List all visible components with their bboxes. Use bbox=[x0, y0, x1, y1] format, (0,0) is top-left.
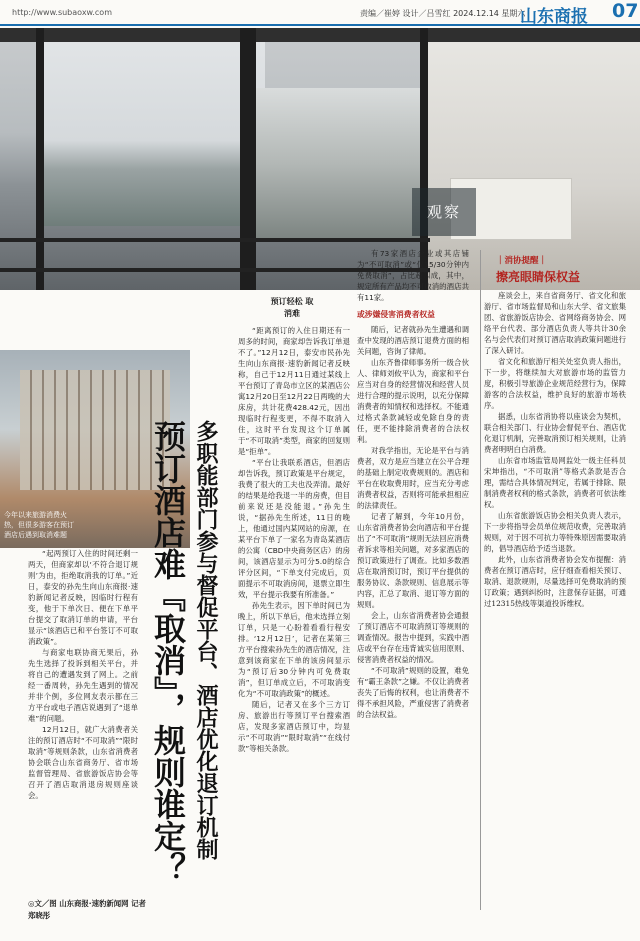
photo-sky bbox=[40, 36, 265, 226]
paper-name: 山东商报 bbox=[520, 7, 588, 27]
paragraph: 据悉，山东省消协将以座谈会为契机，联合相关部门、行业协会督促平台、酒店优化退订机制，完善取消预订相关规则，让消费者明明白白消费。 bbox=[484, 412, 626, 454]
masthead bbox=[0, 0, 640, 26]
paragraph: 随后，记者就孙先生遭遇和调查中发现的酒店预订退费方面的相关问题，咨询了律师。 bbox=[357, 325, 469, 356]
window-mullion bbox=[240, 28, 256, 290]
paragraph: 随后，记者又在多个三方订房、旅游出行等预订平台搜索酒店，发现多家酒店预订中，均显示“不可取消”“限时取消”“在线付款”等相关条款。 bbox=[238, 700, 350, 753]
photo-caption-left: 今年以来旅游消费火热，但很多游客在预订酒店后遇到取消难题 bbox=[4, 511, 74, 539]
paragraph: “距离预订的入住日期还有一周多的时间，商家却告诉我订单退不了。”12月12日，泰安市民孙先生向山东商报·速豹新闻记者反映称，自己于12月11日通过某线上平台预订了青岛市立区的某酒店公寓12月20日至12月22日两晚的大床房，共计花费428.42元，因出现临时行程变更，不得不取消入住，这时平台发现这个订单属于“不可取消”类型，商家的回复则是“拒单”。 bbox=[238, 326, 350, 456]
paragraph: “起两预订入住的时间还剩一两天，但商家却以‘不符合退订规则’为由，拒绝取消我的订单。”近日，泰安的孙先生向山东商报·速豹新闻记者反映，因临时行程有变，他于下单次日、便在下单平台提交了取消订单的申请，平台显示“该酒店已和平台签订不可取消政策”。 bbox=[28, 549, 138, 646]
paragraph: 12月12日，就广大消费者关注的预订酒店时“不可取消”“限时取消”等规则条款，山东省消费者协会联合山东省商务厅、省市场监督管理局、省旅游饭店协会等召开了酒店取消退房规则座谈会。 bbox=[28, 725, 138, 800]
headline-subtitle: 多职能部门参与督促平台、酒店优化退订机制 bbox=[193, 420, 219, 860]
caption-text: 预订轻松 取消难 bbox=[270, 297, 314, 318]
headline-block bbox=[148, 420, 228, 890]
site-url: http://www.subaoxw.com bbox=[12, 8, 112, 17]
photo-caption-top bbox=[268, 296, 316, 320]
section-subhead: 或涉嫌侵害消费者权益 bbox=[357, 310, 435, 319]
paragraph: 记者了解到，今年10月份，山东省消费者协会向酒店和平台提出了“不可取消”规则无法回应消费者诉求等相关问题，对多家酒店的预订政策进行了调查。比如多数酒店在取消预订时，预订平台提供的服务协议、条款规则、信息展示等内容，汇总了取消、退订等方面的规则。 bbox=[357, 512, 469, 609]
article-column-a bbox=[28, 548, 138, 908]
observe-badge: 观察 bbox=[412, 188, 476, 236]
photo-city bbox=[255, 88, 425, 238]
paragraph: 有73家酒店企业或其店铺为“不可取消”或“仅15/30分钟内免费取消”，占比超四成，其中，规定所有产品均不可取消的酒店共有11家。 bbox=[357, 249, 469, 302]
paragraph: “平台让我联系酒店，但酒店却告诉我，预订政策是平台规定，我费了很大的工夫也没弄清。最好的结果是给我退一半的房费，但目前来说还是没能退。”孙先生说，“据孙先生所述，11日的晚上，他通过国内某网站的房源，在某平台下单了一家名为青岛某酒店的公寓（CBD中央商务区店）的房间，该酒店显示为可分5.0的综合评分区间，“下单支付完成后，页面提示不可取消房间，退票立即生效，平台提示我要有所准备。” bbox=[238, 458, 350, 599]
author-byline: ◎文／图 山东商报·速豹新闻网 记者 郑晓彤 bbox=[28, 899, 146, 920]
paragraph: 对我学指出，无论是平台与消费者，双方是应当建立在公平合理的基础上制定收费规则的。酒店和平台在收取费用时，应当充分考虑消费者权益，否则将可能承担相应的法律责任。 bbox=[357, 446, 469, 510]
paragraph: 座谈会上，来自省商务厅、省文化和旅游厅、省市场监督局和山东大学、省文旅集团、省旅游饭店协会、省网络商务协会、网络平台代表、部分酒店负责人等共计30余名与会代表们对预订酒店取消政策问题进行了深入研讨。 bbox=[484, 291, 626, 355]
sidebar-tag: ｜消协提醒｜ bbox=[496, 256, 548, 266]
paragraph: 孙先生表示，因下单时间已为晚上，所以下单后，他未选择立刻订单，只是一心盼着看看行程安排。‘12月12日’，记者在某第三方平台搜索孙先生的酒店情况，注意到该商家在下单的该房间显示为“预订后30分钟内可免费取消”，但订单成立后，不可取消变化为“不可取消政策”的概述。 bbox=[238, 601, 350, 698]
paragraph: 省文化和旅游厅相关处室负责人指出，下一步，将继续加大对旅游市场的监管力度，积极引导旅游企业规范经营行为，保障游客的合法权益，维护良好的旅游市场秩序。 bbox=[484, 357, 626, 410]
window-rail bbox=[0, 238, 430, 242]
date-line: 责编／崔婷 设计／吕雪红 2024.12.14 星期六 bbox=[360, 9, 526, 18]
paragraph: “不可取消”规则的设置，难免有“霸王条款”之嫌。不仅让消费者丧失了后悔的权利，也让消费者不得不承担风险，严重侵害了消费者的合法权益。 bbox=[357, 666, 469, 719]
paragraph: 山东省市场监管局网监处一级主任科员宋坤指出，“不可取消”等格式条款是否合理，需结合具体情况判定，若属于排除、限制消费者权利的格式条款，消费者可依法维权。 bbox=[484, 456, 626, 509]
article-column-b bbox=[238, 325, 350, 915]
article-column-c bbox=[357, 248, 469, 915]
paragraph: 山东齐鲁律师事务所一级合伙人、律师刘攸平认为，商家和平台应当对自身的经营情况和经营人员进行合理的提示说明，以充分保障消费者的知情权和选择权。不能通过格式条款减轻或免除自身的责任，更不能排除消费者的合法权利。 bbox=[357, 358, 469, 444]
paragraph: 会上，山东省消费者协会通报了预订酒店不可取消预订等规则的调查情况。报告中提到，实践中酒店或平台存在违背诚实信用原则、侵害消费者权益的情况。 bbox=[357, 611, 469, 664]
headline-title: 预订酒店难『取消』，规则谁定？ bbox=[149, 420, 187, 884]
article-column-d bbox=[484, 290, 626, 910]
window-mullion bbox=[36, 28, 44, 290]
sidebar-title: 擦亮眼睛保权益 bbox=[496, 270, 581, 284]
window-frame-top bbox=[0, 28, 640, 42]
paragraph: 与商家电联协商无果后，孙先生选择了投诉到相关平台，并将自己的遭遇发到了网上。之前经一番周转，孙先生遇到的情况并非个例，多位网友表示都在三方平台或电子酒店说遇到了“退单难”的问题。 bbox=[28, 648, 138, 723]
paragraph: 山东省旅游饭店协会相关负责人表示，下一步将指导会员单位规范收费，完善取消规则，对于因不可抗力等特殊原因需要取消的，倡导酒店给予适当退款。 bbox=[484, 511, 626, 553]
paragraph: 此外，山东省消费者协会发布提醒：消费者在预订酒店时，应仔细查看相关预订、取消、退款规则，尽量选择可免费取消的预订政策；遇到纠纷时，注意保存证据，可通过12315热线等渠道投诉维权。 bbox=[484, 555, 626, 608]
page-number: 07 bbox=[612, 0, 639, 22]
